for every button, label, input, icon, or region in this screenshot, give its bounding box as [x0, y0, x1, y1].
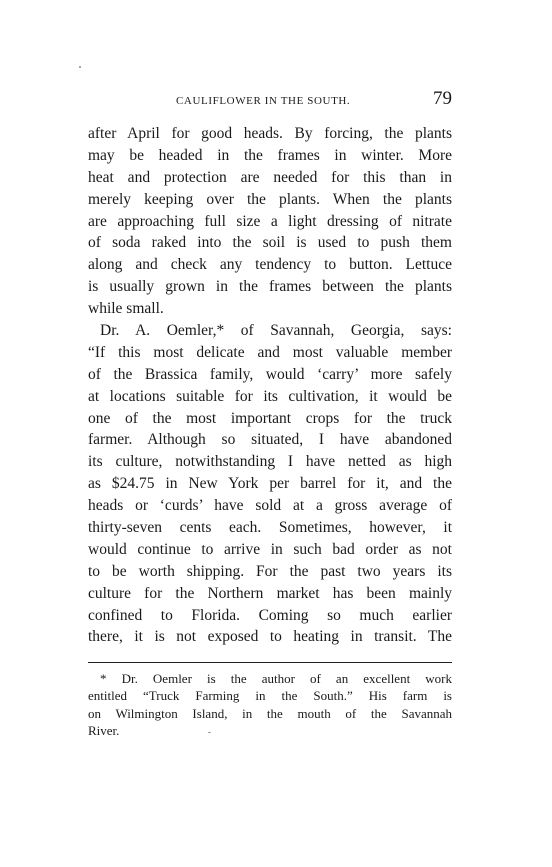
body-line: to be worth shipping. For the past two years its — [88, 562, 452, 580]
footnote-line: River. — [88, 722, 120, 738]
body-line: one of the most important crops for the truck — [88, 409, 452, 427]
footnote — [88, 670, 452, 739]
paper-speck — [208, 732, 211, 733]
body-line: merely keeping over the plants. When the plants — [88, 190, 452, 208]
running-title: CAULIFLOWER IN THE SOUTH. — [176, 95, 351, 107]
body-line: would continue to arrive in such bad order as not — [88, 540, 452, 558]
page-number: 79 — [433, 88, 452, 109]
body-line: “If this most delicate and most valuable member — [88, 343, 452, 361]
body-line: Dr. A. Oemler,* of Savannah, Georgia, says: — [100, 322, 452, 340]
body-line: confined to Florida. Coming so much earlier — [88, 606, 452, 624]
body-line: as $24.75 in New York per barrel for it, and the — [88, 475, 452, 493]
body-line: while small. — [88, 300, 164, 318]
body-text — [88, 123, 452, 648]
body-line: culture for the Northern market has been mainly — [88, 584, 452, 602]
body-line: heads or ‘curds’ have sold at a gross average of — [88, 497, 452, 515]
body-line: farmer. Although so situated, I have abandoned — [88, 431, 452, 449]
footnote-rule — [88, 662, 452, 663]
paper-speck — [79, 66, 81, 68]
footnote-line: entitled “Truck Farming in the South.” His farm is — [88, 688, 452, 704]
footnote-line: on Wilmington Island, in the mouth of the Savannah — [88, 705, 452, 721]
body-line: of soda raked into the soil is used to push them — [88, 234, 452, 252]
body-line: its culture, notwithstanding I have netted as high — [88, 453, 452, 471]
body-line: thirty-seven cents each. Sometimes, however, it — [88, 519, 452, 537]
body-line: heat and protection are needed for this than in — [88, 168, 452, 186]
running-head — [88, 88, 452, 112]
body-line: there, it is not exposed to heating in transit. The — [88, 628, 452, 646]
body-line: at locations suitable for its cultivation, it would be — [88, 387, 452, 405]
body-line: is usually grown in the frames between the plants — [88, 278, 452, 296]
body-line: along and check any tendency to button. Lettuce — [88, 256, 452, 274]
footnote-line: * Dr. Oemler is the author of an excellent work — [100, 671, 452, 686]
body-line: of the Brassica family, would ‘carry’ more safely — [88, 365, 452, 383]
body-line: may be headed in the frames in winter. More — [88, 146, 452, 164]
body-line: after April for good heads. By forcing, the plants — [88, 125, 452, 142]
body-line: are approaching full size a light dressing of nitrate — [88, 212, 452, 230]
